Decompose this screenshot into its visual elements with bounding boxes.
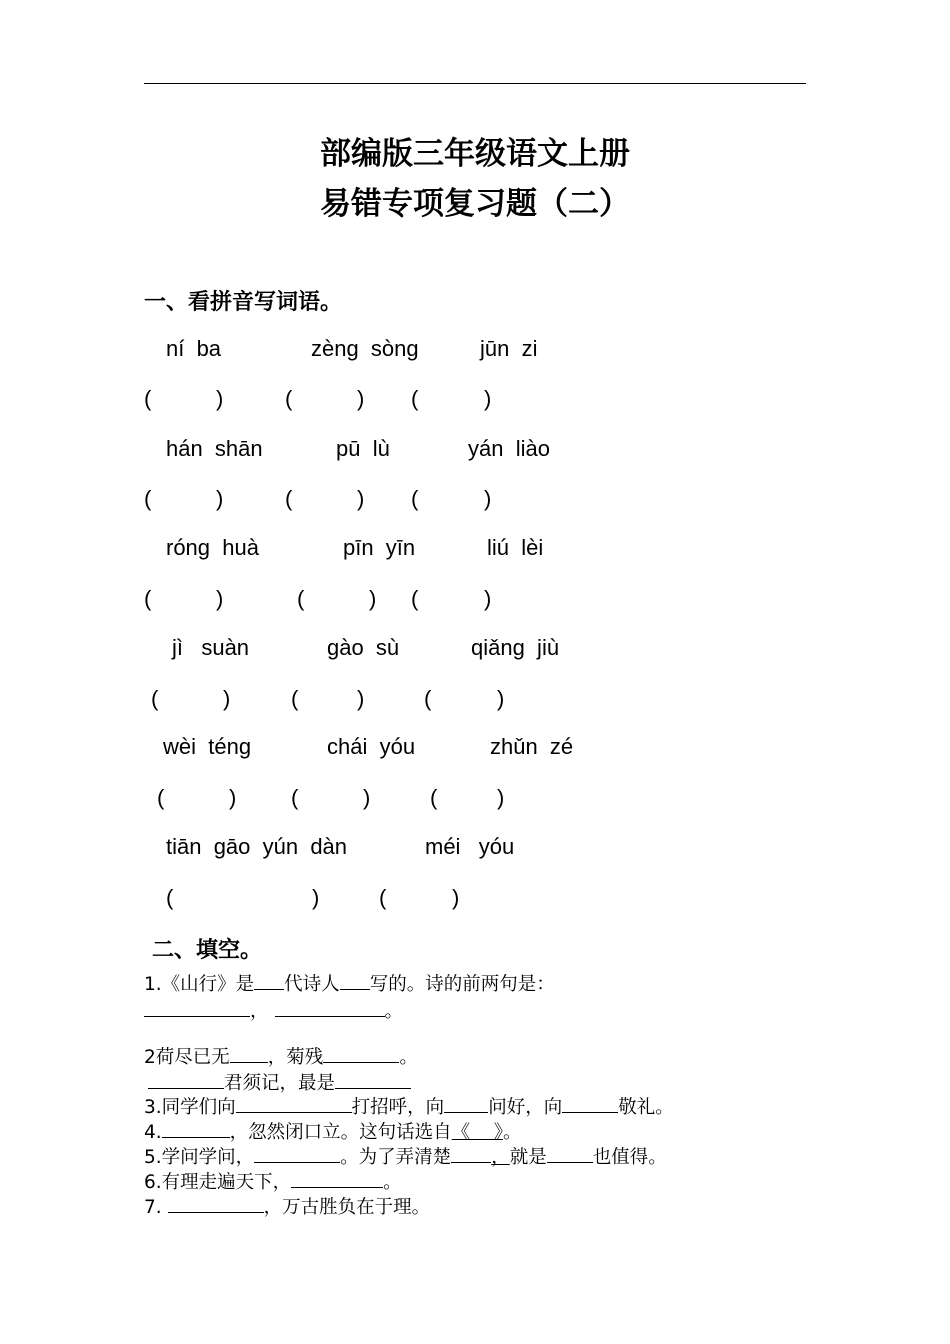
answer-blank[interactable] (291, 1169, 383, 1188)
question-number: 1. (144, 974, 162, 995)
question-number: 5. (144, 1147, 162, 1168)
answer-paren-close[interactable]: ) (216, 486, 224, 511)
answer-paren-open[interactable]: ( (285, 386, 293, 411)
page-subtitle: 易错专项复习题（二） (320, 186, 630, 222)
answer-paren-open[interactable]: ( (297, 586, 305, 611)
pinyin: zèng sòng (311, 336, 419, 361)
answer-paren-open[interactable]: ( (285, 486, 293, 511)
question-number: 7. (144, 1197, 162, 1218)
pinyin: chái yóu (327, 734, 416, 759)
answer-paren-close[interactable]: ) (216, 586, 224, 611)
answer-blank[interactable] (254, 1144, 340, 1163)
pinyin: jūn zi (480, 336, 538, 361)
answer-blank[interactable] (323, 1044, 399, 1063)
answer-paren-open[interactable]: ( (411, 386, 419, 411)
answer-blank[interactable] (168, 1194, 264, 1213)
pinyin: hán shān (166, 436, 263, 461)
answer-blank[interactable] (144, 998, 250, 1017)
section2-heading: 二、填空。 (152, 938, 263, 963)
pinyin: zhǔn zé (490, 734, 574, 759)
question-5: 5.学问学问， 。为了弄清楚 ，就是 也值得。 (144, 1144, 667, 1170)
pinyin: gào sù (327, 635, 400, 660)
question-number: 4. (144, 1122, 162, 1143)
answer-paren-open[interactable]: ( (144, 486, 152, 511)
answer-blank[interactable] (148, 1070, 224, 1089)
answer-blank[interactable] (562, 1094, 618, 1113)
answer-paren-close[interactable]: ) (216, 386, 224, 411)
answer-paren-open[interactable]: ( (379, 885, 387, 910)
answer-blank[interactable] (236, 1094, 352, 1113)
pinyin: wèi téng (163, 734, 252, 759)
answer-paren-close[interactable]: ) (484, 486, 492, 511)
section1-heading: 一、看拼音写词语。 (144, 290, 343, 315)
answer-paren-open[interactable]: ( (411, 586, 419, 611)
answer-paren-close[interactable]: ) (497, 686, 505, 711)
answer-blank[interactable] (451, 1144, 491, 1163)
pinyin: méi yóu (425, 834, 515, 859)
question-7: 7. ，万古胜负在于理。 (144, 1194, 430, 1220)
answer-paren-close[interactable]: ) (484, 586, 492, 611)
pinyin: pīn yīn (343, 535, 416, 560)
answer-paren-close[interactable]: ) (223, 686, 231, 711)
pinyin: pū lù (336, 436, 390, 461)
pinyin: róng huà (166, 535, 259, 560)
answer-paren-open[interactable]: ( (157, 785, 165, 810)
answer-blank[interactable] (275, 998, 385, 1017)
answer-paren-open[interactable]: ( (291, 686, 299, 711)
answer-blank[interactable] (444, 1094, 488, 1113)
answer-blank[interactable] (340, 971, 370, 990)
answer-paren-open[interactable]: ( (430, 785, 438, 810)
answer-paren-open[interactable]: ( (291, 785, 299, 810)
answer-paren-close[interactable]: ) (363, 785, 371, 810)
answer-paren-open[interactable]: ( (144, 386, 152, 411)
answer-paren-close[interactable]: ) (357, 386, 365, 411)
question-2: 2荷尽已无 ，菊残 。 (144, 1044, 418, 1070)
question-number: 2 (144, 1047, 156, 1068)
answer-paren-open[interactable]: ( (151, 686, 159, 711)
answer-paren-close[interactable]: ) (229, 785, 237, 810)
pinyin: qiǎng jiù (471, 635, 560, 660)
question-number: 3. (144, 1097, 162, 1118)
pinyin: tiān gāo yún dàn (166, 834, 348, 859)
question-3: 3.同学们向 打招呼，向 问好，向 敬礼。 (144, 1094, 674, 1120)
pinyin: ní ba (166, 336, 222, 361)
answer-paren-close[interactable]: ) (484, 386, 492, 411)
answer-blank[interactable] (230, 1044, 268, 1063)
answer-paren-close[interactable]: ) (497, 785, 505, 810)
question-2-line2: 君须记，最是 (148, 1070, 411, 1096)
answer-paren-close[interactable]: ) (312, 885, 320, 910)
answer-paren-close[interactable]: ) (357, 686, 365, 711)
question-4: 4. ，忽然闭口立。这句话选自《 》。 (144, 1119, 521, 1145)
question-number: 6. (144, 1172, 162, 1193)
answer-blank[interactable] (547, 1144, 593, 1163)
answer-blank[interactable] (335, 1070, 411, 1089)
answer-paren-open[interactable]: ( (166, 885, 174, 910)
header-rule (144, 83, 806, 84)
answer-blank[interactable] (162, 1119, 230, 1138)
answer-paren-close[interactable]: ) (357, 486, 365, 511)
question-1: 1.《山行》是 代诗人 写的。诗的前两句是： (144, 971, 555, 997)
answer-paren-close[interactable]: ) (452, 885, 460, 910)
pinyin: liú lèi (487, 535, 544, 560)
pinyin: jì suàn (172, 635, 250, 660)
answer-paren-open[interactable]: ( (424, 686, 432, 711)
question-1-lines: ， 。 (144, 998, 403, 1024)
answer-paren-open[interactable]: ( (144, 586, 152, 611)
book-title-blank[interactable]: 《 》 (451, 1122, 503, 1143)
pinyin: yán liào (468, 436, 550, 461)
question-6: 6.有理走遍天下， 。 (144, 1169, 402, 1195)
answer-paren-close[interactable]: ) (369, 586, 377, 611)
answer-paren-open[interactable]: ( (411, 486, 419, 511)
page-title: 部编版三年级语文上册 (320, 136, 630, 172)
answer-blank[interactable] (254, 971, 284, 990)
